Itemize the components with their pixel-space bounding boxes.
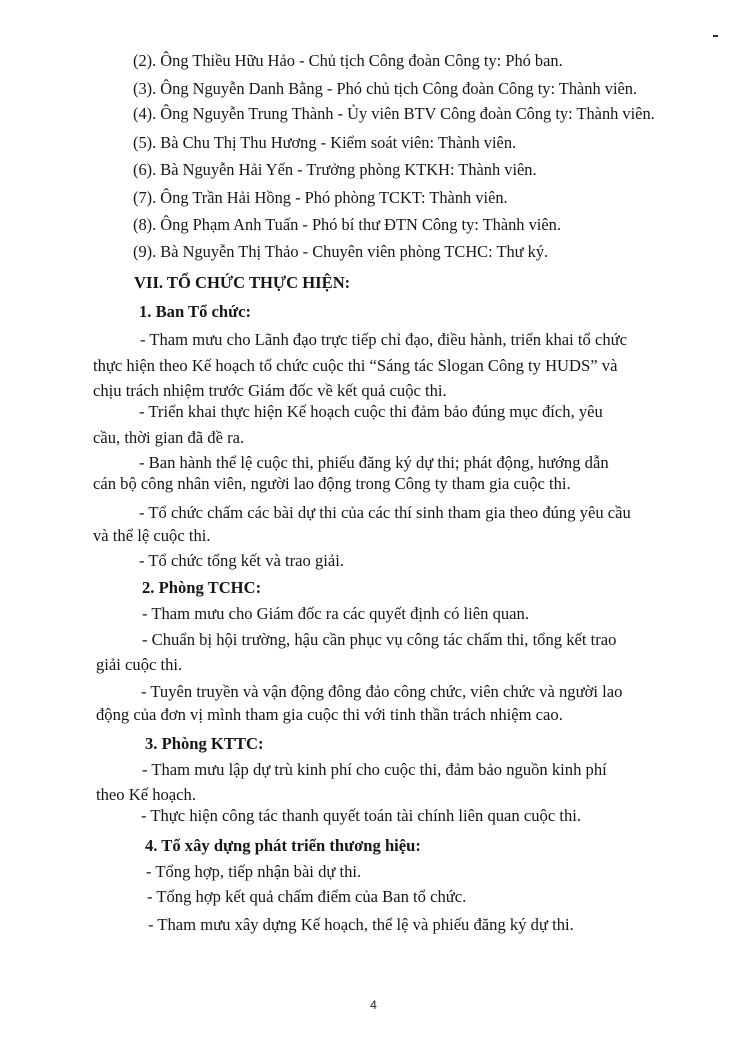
member-item: (9). Bà Nguyễn Thị Thảo - Chuyên viên phòng TCHC: Thư ký. [133,242,549,261]
member-item: (8). Ông Phạm Anh Tuấn - Phó bí thư ĐTN Công ty: Thành viên. [133,215,561,234]
member-item: (2). Ông Thiều Hữu Hảo - Chủ tịch Công đoàn Công ty: Phó ban. [133,51,563,70]
paragraph-line: - Tổ chức tổng kết và trao giải. [139,551,344,570]
paragraph-line: động của đơn vị mình tham gia cuộc thi với tinh thần trách nhiệm cao. [96,705,563,724]
paragraph-line: - Tổng hợp, tiếp nhận bài dự thi. [146,862,362,881]
paragraph-line: - Tham mưu cho Lãnh đạo trực tiếp chỉ đạo, điều hành, triển khai tổ chức [140,330,628,349]
paragraph-line: - Tham mưu xây dựng Kế hoạch, thể lệ và phiếu đăng ký dự thi. [148,915,574,934]
paragraph-line: - Tham mưu lập dự trù kinh phí cho cuộc thi, đảm bảo nguồn kinh phí [142,760,607,779]
paragraph-line: - Tham mưu cho Giám đốc ra các quyết định có liên quan. [142,604,529,623]
subsection-heading: 3. Phòng KTTC: [145,734,264,753]
paragraph-line: - Triển khai thực hiện Kế hoạch cuộc thi đảm bảo đúng mục đích, yêu [139,402,603,421]
paragraph-line: theo Kế hoạch. [96,785,196,804]
subsection-heading: 2. Phòng TCHC: [142,578,262,597]
paragraph-line: giải cuộc thi. [96,655,183,674]
page-number: 4 [370,998,377,1012]
paragraph-line: - Tổ chức chấm các bài dự thi của các thí sinh tham gia theo đúng yêu cầu [139,503,631,522]
paragraph-line: chịu trách nhiệm trước Giám đốc về kết quả cuộc thi. [93,381,447,400]
paragraph-line: - Thực hiện công tác thanh quyết toán tài chính liên quan cuộc thi. [141,806,581,825]
paragraph-line: - Chuẩn bị hội trường, hậu cần phục vụ công tác chấm thi, tổng kết trao [142,630,617,649]
member-item: (6). Bà Nguyễn Hải Yến - Trưởng phòng KTKH: Thành viên. [133,160,537,179]
paragraph-line: - Ban hành thể lệ cuộc thi, phiếu đăng ký dự thi; phát động, hướng dẫn [139,453,609,472]
member-item: (5). Bà Chu Thị Thu Hương - Kiểm soát viên: Thành viên. [133,133,517,152]
paragraph-line: và thể lệ cuộc thi. [93,526,211,545]
paragraph-line: - Tuyên truyền và vận động đông đảo công chức, viên chức và người lao [141,682,623,701]
paragraph-line: cầu, thời gian đã đề ra. [93,428,245,447]
member-item: (7). Ông Trần Hải Hồng - Phó phòng TCKT: Thành viên. [133,188,508,207]
paragraph-line: thực hiện theo Kế hoạch tổ chức cuộc thi “Sáng tác Slogan Công ty HUDS” và [93,356,618,375]
scan-artifact [713,35,718,37]
subsection-heading: 1. Ban Tổ chức: [139,302,251,321]
section-title: VII. TỔ CHỨC THỰC HIỆN: [134,273,351,292]
paragraph-line: - Tổng hợp kết quả chấm điểm của Ban tổ chức. [147,887,467,906]
member-item: (4). Ông Nguyễn Trung Thành - Ủy viên BTV Công đoàn Công ty: Thành viên. [133,104,655,123]
paragraph-line: cán bộ công nhân viên, người lao động trong Công ty tham gia cuộc thi. [93,474,571,493]
member-item: (3). Ông Nguyễn Danh Bằng - Phó chủ tịch Công đoàn Công ty: Thành viên. [133,79,638,98]
subsection-heading: 4. Tổ xây dựng phát triển thương hiệu: [145,836,421,855]
